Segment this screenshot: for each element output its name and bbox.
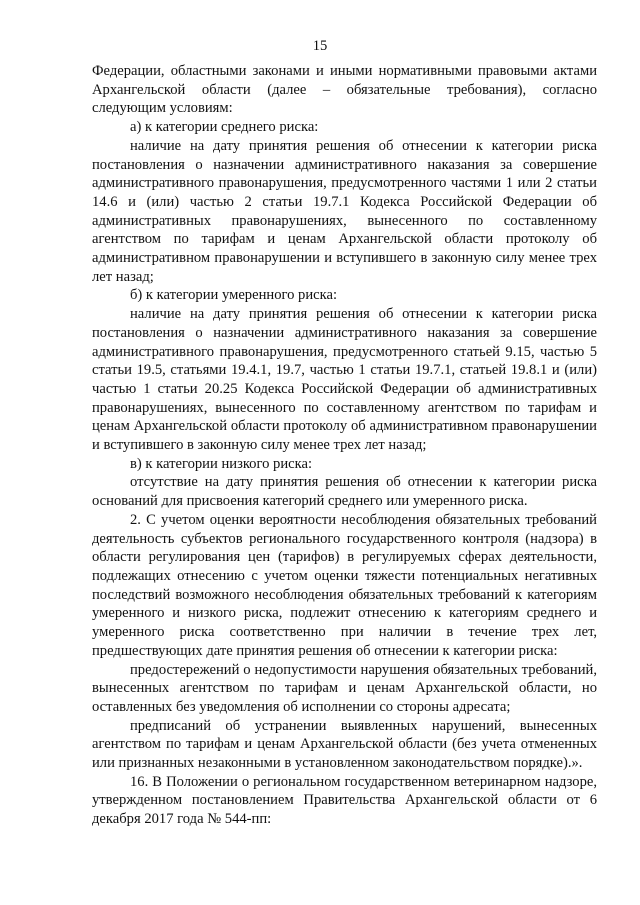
paragraph: отсутствие на дату принятия решения об отнесении к категории риска оснований для присвоения категорий среднего или умеренного риска. (92, 474, 597, 510)
paragraph: наличие на дату принятия решения об отнесении к категории риска постановления о назначении административного наказания за совершение административного правонарушения, предусмотренного статьей 9.15, частью 5 статьи 19.5, статьями 19.4.1, 19.7, частью 1 статьи 19.7.1, статьей 19.8.1 и (или) частью 1 статьи 20.25 Кодекса Российской Федерации об административных правонарушениях, вынесенного по составленному агентством по тарифам и ценам Архангельской области протоколу об административном правонарушении и вступившего в законную силу менее трех лет назад; (92, 306, 597, 454)
page-number: 15 (312, 38, 328, 54)
paragraph: 2. С учетом оценки вероятности несоблюдения обязательных требований деятельность субъектов регионального государственного контроля (надзора) в области регулирования цен (тарифов) в регулируемых сферах деятельности, подлежащих отнесению с учетом оценки тяжести потенциальных негативных последствий возможного несоблюдения обязательных требований к категориям умеренного и низкого риска, подлежит отнесению к категориям среднего и умеренного риска соответственно при наличии в течение трех лет, предшествующих дате принятия решения об отнесении к категории риска: (92, 511, 597, 659)
paragraph: предостережений о недопустимости нарушения обязательных требований, вынесенных агентством по тарифам и ценам Архангельской области, но оставленных без уведомления об исполнении со стороны адресата; (92, 661, 597, 715)
paragraph: Федерации, областными законами и иными нормативными правовыми актами Архангельской области (далее – обязательные требования), согласно следующим условиям: (92, 63, 597, 117)
paragraph: б) к категории умеренного риска: (130, 287, 338, 304)
paragraph: наличие на дату принятия решения об отнесении к категории риска постановления о назначении административного наказания за совершение административного правонарушения, предусмотренного частями 1 или 2 статьи 14.6 и (или) частью 2 статьи 19.7.1 Кодекса Российской Федерации об административных правонарушениях, вынесенного по составленному агентством по тарифам и ценам Архангельской области протоколу об административном правонарушении и вступившего в законную силу менее трех лет назад; (92, 137, 597, 285)
paragraph: 16. В Положении о региональном государственном ветеринарном надзоре, утвержденном постановлением Правительства Архангельской области от 6 декабря 2017 года № 544-пп: (92, 773, 597, 828)
document-body (92, 62, 597, 829)
paragraph: предписаний об устранении выявленных нарушений, вынесенных агентством по тарифам и ценам Архангельской области (без учета отмененных или признанных незаконными в установленном законодательством порядке).». (92, 717, 597, 772)
paragraph: в) к категории низкого риска: (130, 455, 313, 472)
paragraph: а) к категории среднего риска: (130, 119, 319, 136)
